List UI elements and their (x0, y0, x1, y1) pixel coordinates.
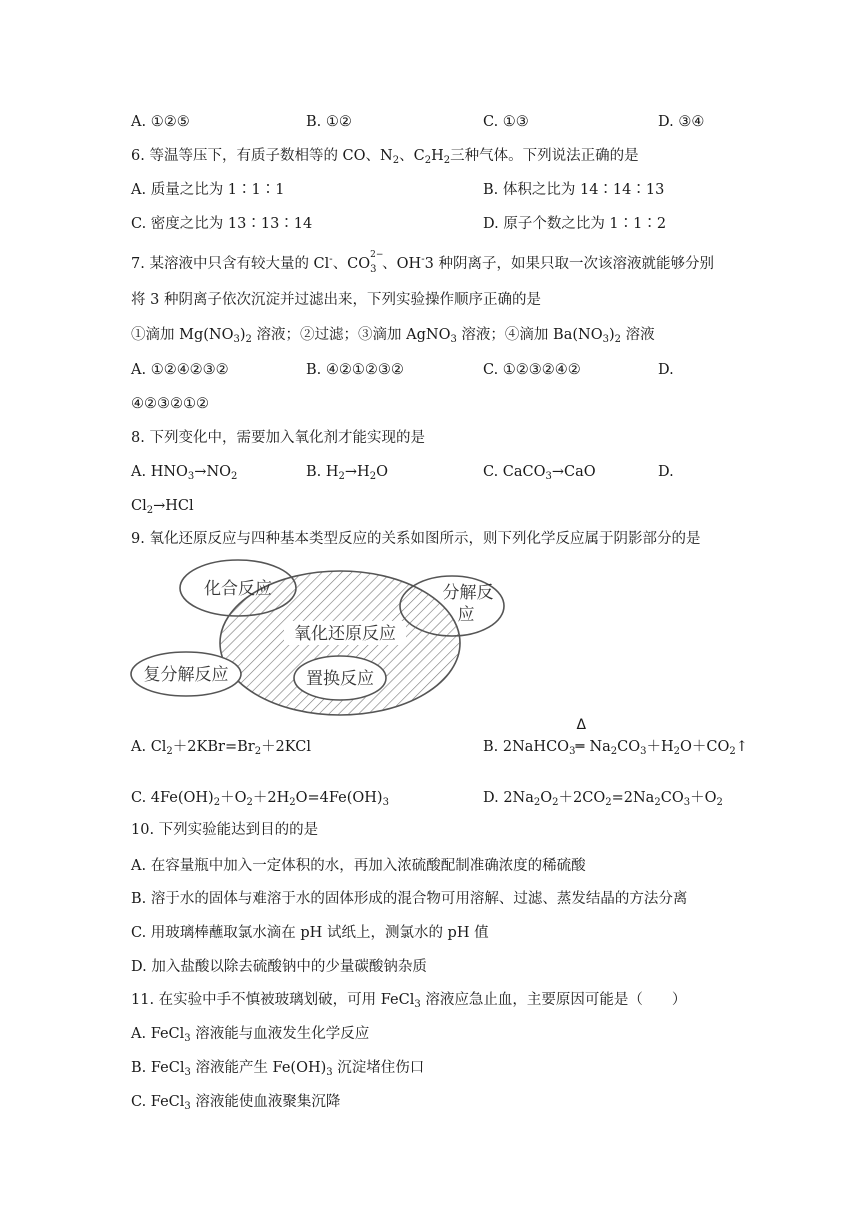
heating-symbol: Δ (576, 717, 587, 733)
q7-option-c: C. ①②③②④② (483, 362, 581, 378)
q7-option-b: B. ④②①②③② (306, 362, 404, 378)
q10-stem: 10. 下列实验能达到目的的是 (131, 822, 319, 838)
q8-option-b: B. $H_2\to H_2O$ (306, 464, 388, 482)
q7-operations: ①滴加 $Mg(NO_3)_2$ 溶液；②过滤；③滴加 AgNO$_3$ 溶液；④滴加 $Ba(NO_3)_2$ 溶液 (131, 327, 655, 345)
displacement-label: 置换反应 (306, 669, 374, 689)
q7-option-d-label: D. (658, 362, 674, 378)
q6-option-b: B. 体积之比为 14∶14∶13 (483, 182, 665, 198)
q8-stem: 8. 下列变化中，需要加入氧化剂才能实现的是 (131, 430, 425, 446)
q7-stem-line2: 将 3 种阴离子依次沉淀并过滤出来，下列实验操作顺序正确的是 (131, 292, 541, 308)
q11-stem: 11. 在实验中手不慎被玻璃划破，可用 FeCl$_3$ 溶液应急止血，主要原因可能是（ ） (131, 992, 687, 1010)
q6-option-d: D. 原子个数之比为 1∶1∶2 (483, 216, 667, 232)
q8-option-d-value: $Cl_2\to HCl$ (131, 498, 194, 516)
q10-option-c: C. 用玻璃棒蘸取氯水滴在 pH 试纸上，测氯水的 pH 值 (131, 925, 489, 941)
q9-stem: 9. 氧化还原反应与四种基本类型反应的关系如图所示，则下列化学反应属于阴影部分的是 (131, 531, 701, 547)
q7-stem-line1: 7. 某溶液中只含有较大量的 Cl-、CO 2− 3 、OH-3 种阴离子，如果只取一次该溶液就能够分别 (131, 250, 714, 275)
combination-label: 化合反应 (204, 579, 272, 599)
q9-option-c: C. $4Fe(OH)_2+O_2+2H_2O=4Fe(OH)_3$ (131, 790, 389, 808)
q6-stem: 6. 等温等压下，有质子数相等的 CO、$N_2$、$C_2H_2$三种气体。下列说法正确的是 (131, 148, 639, 166)
q6-option-a: A. 质量之比为 1∶1∶1 (131, 182, 285, 198)
q11-option-b: B. FeCl$_3$ 溶液能产生 $Fe(OH)_3$ 沉淀堵住伤口 (131, 1060, 425, 1078)
q5-option-b: B. ①② (306, 114, 352, 130)
redox-label: 氧化还原反应 (294, 624, 396, 644)
q11-option-a: A. FeCl$_3$ 溶液能与血液发生化学反应 (131, 1026, 370, 1044)
q11-option-c: C. FeCl$_3$ 溶液能使血液聚集沉降 (131, 1094, 341, 1112)
double-displacement-label: 复分解反应 (143, 665, 229, 685)
q5-option-a: A. ①②⑤ (131, 114, 190, 130)
q6-option-c: C. 密度之比为 13∶13∶14 (131, 216, 313, 232)
q8-option-c: C. CaCO$_3$→CaO (483, 464, 596, 482)
q9-option-d: D. $2Na_2O_2+2CO_2=2Na_2CO_3+O_2$ (483, 790, 723, 808)
q5-option-c: C. ①③ (483, 114, 529, 130)
q8-option-a: A. $HNO_3\to NO_2$ (131, 464, 238, 482)
q10-option-a: A. 在容量瓶中加入一定体积的水，再加入浓硫酸配制准确浓度的稀硫酸 (131, 858, 586, 874)
q5-option-d: D. ③④ (658, 114, 705, 130)
decomposition-label-2: 应 (457, 605, 475, 625)
q10-option-b: B. 溶于水的固体与难溶于水的固体形成的混合物可用溶解、过滤、蒸发结晶的方法分离 (131, 891, 688, 907)
decomposition-label-1: 分解反 (442, 583, 494, 603)
reaction-type-venn-diagram (128, 558, 508, 718)
q7-option-a: A. ①②④②③② (131, 362, 229, 378)
q9-option-a: A. $Cl_2+2KBr=Br_2+2KCl$ (131, 739, 311, 757)
q8-option-d-label: D. (658, 464, 674, 480)
q7-option-d-value: ④②③②①② (131, 396, 209, 412)
q9-option-b: B. 2NaHCO$_3$ Δ ═ $Na_2CO_3+H_2O+CO_2↑$ (483, 717, 748, 757)
q10-option-d: D. 加入盐酸以除去硫酸钠中的少量碳酸钠杂质 (131, 959, 427, 975)
